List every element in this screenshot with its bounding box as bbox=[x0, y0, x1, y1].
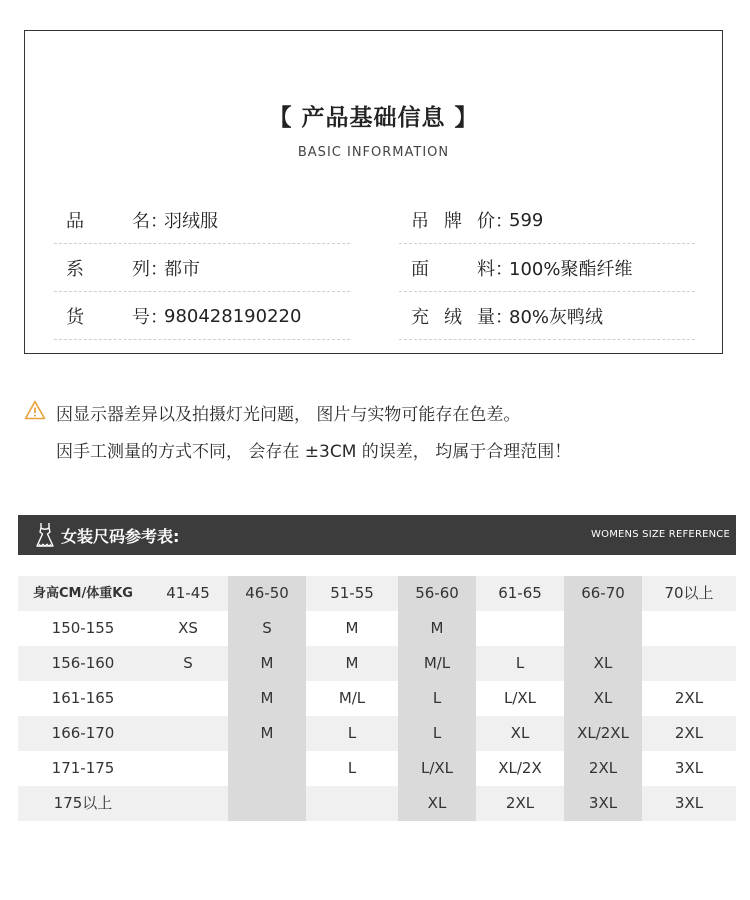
header-cell: 66-70 bbox=[564, 576, 642, 611]
size-cell: S bbox=[228, 611, 306, 646]
info-value: 80%灰鸭绒 bbox=[509, 307, 604, 328]
size-chart-title: 女装尺码参考表: bbox=[61, 527, 180, 546]
size-cell: L bbox=[347, 759, 357, 777]
size-cell bbox=[148, 681, 228, 716]
header-cell: 56-60 bbox=[398, 576, 476, 611]
size-cell: M/L bbox=[338, 689, 366, 707]
info-colon: ： bbox=[150, 307, 168, 328]
size-cell bbox=[476, 611, 564, 646]
info-label: 面料 bbox=[411, 259, 495, 280]
size-cell: M bbox=[345, 654, 359, 672]
size-cell: M bbox=[228, 681, 306, 716]
size-cell: L bbox=[347, 724, 357, 742]
table-row bbox=[18, 786, 736, 821]
notice-line-2: 因手工测量的方式不同， 会存在 ±3CM 的误差， 均属于合理范围！ bbox=[56, 442, 572, 462]
header-cell: 46-50 bbox=[228, 576, 306, 611]
size-cell: XS bbox=[178, 619, 198, 637]
height-cell: 166-170 bbox=[51, 724, 115, 742]
table-row bbox=[18, 716, 736, 751]
height-cell: 171-175 bbox=[51, 759, 115, 777]
info-colon: ： bbox=[495, 211, 513, 232]
size-cell: L/XL bbox=[398, 751, 476, 786]
size-cell bbox=[642, 611, 736, 646]
size-cell: XL/2XL bbox=[564, 716, 642, 751]
table-row bbox=[18, 646, 736, 681]
table-row bbox=[18, 751, 736, 786]
size-cell: 3XL bbox=[564, 786, 642, 821]
size-cell: 2XL bbox=[505, 794, 535, 812]
size-cell bbox=[148, 751, 228, 786]
info-colon: ： bbox=[495, 307, 513, 328]
info-row-tag-price bbox=[399, 197, 695, 244]
warning-icon bbox=[24, 400, 46, 420]
size-cell: L bbox=[398, 716, 476, 751]
info-label: 吊牌价 bbox=[411, 211, 495, 232]
size-table bbox=[18, 576, 736, 821]
size-cell bbox=[228, 751, 306, 786]
size-cell bbox=[564, 611, 642, 646]
info-row-fill bbox=[399, 293, 695, 340]
header-cell: 身高CM/体重KG bbox=[33, 586, 133, 601]
size-cell bbox=[228, 786, 306, 821]
basic-info-panel bbox=[24, 30, 723, 354]
info-row-series bbox=[54, 245, 350, 292]
basic-info-subtitle: BASIC INFORMATION bbox=[297, 145, 450, 160]
info-colon: ： bbox=[150, 211, 168, 232]
size-cell bbox=[148, 786, 228, 821]
info-colon: ： bbox=[150, 259, 168, 280]
size-cell: 2XL bbox=[674, 689, 704, 707]
table-row bbox=[18, 681, 736, 716]
size-cell: 2XL bbox=[564, 751, 642, 786]
info-row-item-number bbox=[54, 293, 350, 340]
info-label: 充绒量 bbox=[411, 307, 495, 328]
size-cell bbox=[148, 716, 228, 751]
size-cell: L bbox=[398, 681, 476, 716]
basic-info-title: 【 产品基础信息 】 bbox=[268, 105, 479, 131]
info-colon: ： bbox=[495, 259, 513, 280]
size-cell: M bbox=[398, 611, 476, 646]
size-cell: 3XL bbox=[674, 759, 704, 777]
dress-icon bbox=[35, 522, 55, 548]
header-cell: 51-55 bbox=[330, 584, 374, 602]
size-table-header-row bbox=[18, 576, 736, 611]
info-value: 羽绒服 bbox=[164, 211, 218, 232]
info-value: 980428190220 bbox=[164, 305, 302, 327]
size-cell: 3XL bbox=[674, 794, 704, 812]
info-label: 货号 bbox=[66, 307, 150, 328]
size-cell: M bbox=[345, 619, 359, 637]
size-cell bbox=[306, 786, 398, 821]
header-cell: 70以上 bbox=[664, 584, 714, 602]
height-cell: 150-155 bbox=[51, 619, 115, 637]
info-value: 100%聚酯纤维 bbox=[509, 259, 633, 280]
table-row bbox=[18, 611, 736, 646]
info-value: 599 bbox=[509, 209, 544, 231]
size-cell: XL bbox=[564, 646, 642, 681]
notice-line-1: 因显示器差异以及拍摄灯光问题， 图片与实物可能存在色差。 bbox=[56, 405, 521, 425]
size-cell: XL/2X bbox=[498, 759, 542, 777]
header-cell: 41-45 bbox=[166, 584, 210, 602]
size-cell: 2XL bbox=[674, 724, 704, 742]
size-cell: XL bbox=[398, 786, 476, 821]
info-row-fabric bbox=[399, 245, 695, 292]
info-row-name bbox=[54, 197, 350, 244]
size-chart-header bbox=[18, 515, 736, 555]
size-cell: M bbox=[228, 716, 306, 751]
info-label: 系列 bbox=[66, 259, 150, 280]
info-value: 都市 bbox=[164, 259, 200, 280]
size-cell: M/L bbox=[398, 646, 476, 681]
size-cell: XL bbox=[510, 724, 530, 742]
size-cell: L/XL bbox=[503, 689, 537, 707]
info-label: 品名 bbox=[66, 211, 150, 232]
size-cell bbox=[642, 646, 736, 681]
size-cell: S bbox=[183, 654, 193, 672]
header-cell: 61-65 bbox=[498, 584, 542, 602]
size-chart-subtitle: WOMENS SIZE REFERENCE bbox=[591, 529, 730, 540]
size-cell: XL bbox=[564, 681, 642, 716]
size-cell: L bbox=[515, 654, 525, 672]
height-cell: 156-160 bbox=[51, 654, 115, 672]
height-cell: 175以上 bbox=[53, 794, 113, 812]
size-cell: M bbox=[228, 646, 306, 681]
height-cell: 161-165 bbox=[51, 689, 115, 707]
